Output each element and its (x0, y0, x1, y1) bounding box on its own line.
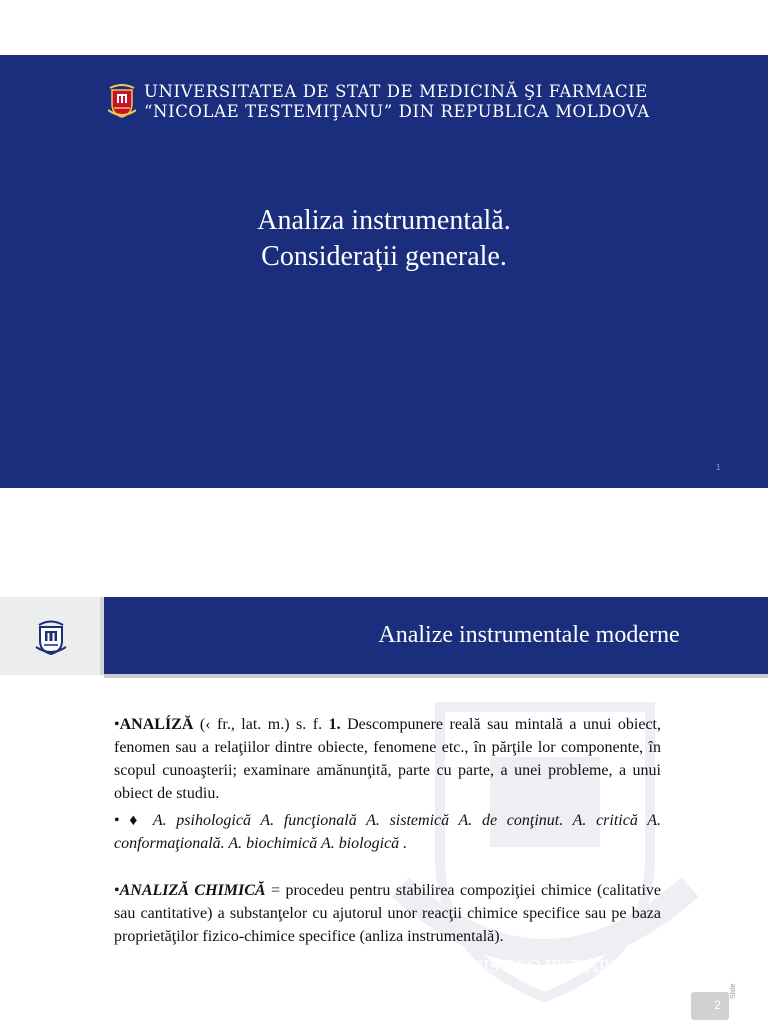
definition-number: 1. (328, 716, 341, 733)
slide2-header-bar (104, 597, 768, 674)
logo-box (0, 597, 100, 675)
chemical-analysis-paragraph (114, 879, 661, 948)
university-name (144, 82, 704, 122)
slide1-number: 1 (716, 463, 721, 472)
types-paragraph (114, 809, 661, 855)
chemical-analysis-text: = procedeu pentru stabilirea compoziţiei chimice (calitative sau cantitative) a substanţelor cu ajutorul unor reacţii chimice specifice sau pe baza proprietăţilor fizico-chimice specifice (anliza instrumentală). (114, 882, 661, 945)
slide2-number: 2 (714, 998, 721, 1012)
university-name-line1: UNIVERSITATEA DE STAT DE MEDICINĂ ŞI FARMACIE (144, 82, 648, 101)
title-slide (0, 55, 768, 488)
term-analiza: ANALÍZĂ (119, 716, 194, 733)
slide1-title (0, 203, 768, 275)
slide1-title-line2: Consideraţii generale. (261, 241, 507, 272)
definition-text-b: Descompunere reală sau mintală a unui obiect, fenomen sau a relaţiilor dintre obiecte, fenomene etc., în părţile lor componente, în scopul cunoaşterii; examinare amănunţită, parte cu parte, a unei probleme, a unui obiect de studiu. (114, 716, 661, 802)
university-crest-icon (35, 619, 67, 655)
university-crest-icon (108, 84, 136, 118)
bullet: • (114, 882, 120, 899)
definition-text-a: (‹ fr., lat. m.) s. f. (193, 716, 329, 733)
slide2-body (114, 713, 661, 948)
bullet: • (114, 812, 120, 829)
term-analiza-chimica: ANALIZĂ CHIMICĂ (119, 882, 266, 899)
slide1-title-line1: Analiza instrumentală. (257, 205, 511, 236)
page-number-badge (691, 992, 729, 1020)
university-name-line2: “NICOLAE TESTEMIŢANU” DIN REPUBLICA MOLDOVA (144, 102, 650, 121)
slide-label: Slide (730, 983, 737, 999)
definition-paragraph (114, 713, 661, 805)
analysis-types: A. psihologică A. funcţională A. sistemică A. de conţinut. A. critică A. conformaţională. A. biochimică A. biologică . (114, 812, 661, 852)
content-slide (0, 597, 768, 1024)
watermark-motto: ALIIS EGO IPSE ARDO (453, 956, 637, 976)
bullet: • (114, 716, 120, 733)
diamond-bullet: ♦ (129, 812, 144, 829)
header-underline (104, 674, 768, 678)
slide2-title: Analize instrumentale moderne (378, 622, 680, 648)
